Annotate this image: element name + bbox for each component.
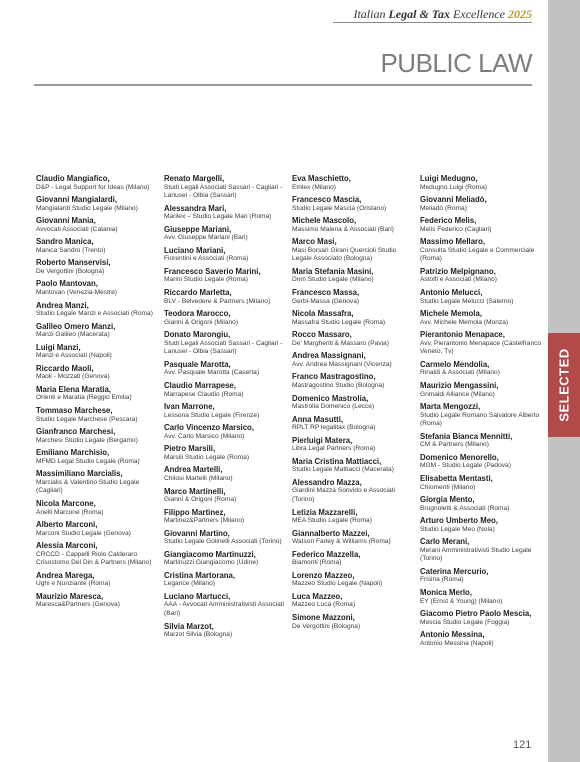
lawyer-entry xyxy=(420,537,545,564)
firm-name: Marsili Studio Legale (Roma) xyxy=(164,453,250,461)
lawyer-entry xyxy=(164,423,289,441)
lawyer-name: Giovanni Mania, xyxy=(36,216,96,226)
lawyer-entry xyxy=(420,474,545,492)
firm-name: MEA Studio Legale (Roma) xyxy=(292,517,372,525)
lawyer-entry xyxy=(420,381,545,399)
firm-name: Avv. Pierantonio Menapace (Castelfranco Veneto, Tv) xyxy=(420,339,542,356)
lawyer-name: Marco Masi, xyxy=(292,237,337,247)
firm-name: Chiomenti (Milano) xyxy=(420,483,476,491)
firm-name: MFMD Legal Studio Legale (Roma) xyxy=(36,457,140,465)
firm-name: AAA - Avvocati Amministrativisti Associati (Bari) xyxy=(164,601,285,618)
lawyer-entry xyxy=(420,237,545,264)
lawyer-name: Michele Memola, xyxy=(420,309,482,319)
lawyer-entry xyxy=(36,174,161,192)
firm-name: Studi Legali Associati Sassari - Cagliari - Lanusei - Olbia (Sassari) xyxy=(164,339,283,356)
lawyer-entry xyxy=(420,495,545,513)
firm-name: De' Margheriti & Massaro (Pavia) xyxy=(292,339,389,347)
lawyer-name: Claudio Mangiafico, xyxy=(36,174,110,183)
lawyer-name: Giorgia Mento, xyxy=(420,495,475,505)
lawyer-name: Gianfranco Marchesi, xyxy=(36,427,116,437)
lawyer-entry xyxy=(164,487,289,505)
lawyer-entry xyxy=(164,622,289,640)
lawyer-name: Rocco Massaro, xyxy=(292,330,352,340)
listing-column-2 xyxy=(164,174,289,643)
firm-name: Mangialardi Studio Legale (Milano) xyxy=(36,204,138,212)
lawyer-entry xyxy=(36,279,161,297)
firm-name: Avv. Michele Memola (Monza) xyxy=(420,318,509,326)
lawyer-entry xyxy=(292,436,417,454)
lawyer-name: Filippo Martinez, xyxy=(164,507,226,517)
lawyer-name: Federico Melis, xyxy=(420,216,477,226)
lawyer-name: Franco Mastragostino, xyxy=(292,372,376,382)
firm-name: Legance (Milano) xyxy=(164,580,215,588)
firm-name: Marcialis & Valentino Studio Legale (Cagliari) xyxy=(36,478,140,495)
firm-name: Dnm Studio Legale (Milano) xyxy=(292,276,374,284)
lawyer-entry xyxy=(36,499,161,517)
lawyer-name: Francesco Mascia, xyxy=(292,195,362,205)
title-rule xyxy=(34,84,532,86)
lawyer-entry xyxy=(420,174,545,192)
firm-name: Studio Legale Mattiacci (Macerata) xyxy=(292,466,394,474)
lawyer-entry xyxy=(36,301,161,319)
firm-name: Manzi e Associati (Napoli) xyxy=(36,352,112,360)
selected-tab xyxy=(548,333,580,437)
lawyer-entry xyxy=(292,351,417,369)
lawyer-entry xyxy=(36,469,161,496)
lawyer-name: Riccardo Marletta, xyxy=(164,288,232,298)
lawyer-entry xyxy=(164,465,289,483)
lawyer-entry xyxy=(164,267,289,285)
lawyer-entry xyxy=(164,571,289,589)
lawyer-entry xyxy=(292,592,417,610)
lawyer-entry xyxy=(420,588,545,606)
lawyer-name: Domenico Mastrolia, xyxy=(292,393,369,403)
firm-name: Studio Legale Meo (Nola) xyxy=(420,525,495,533)
lawyer-entry xyxy=(420,267,545,285)
lawyer-entry xyxy=(164,246,289,264)
lawyer-name: Galileo Omero Manzi, xyxy=(36,321,116,331)
lawyer-entry xyxy=(420,330,545,357)
lawyer-entry xyxy=(292,394,417,412)
lawyer-entry xyxy=(292,237,417,264)
firm-name: Marchesi Studio Legale (Bergamo) xyxy=(36,436,138,444)
lawyer-entry xyxy=(164,330,289,357)
firm-name: Avv. Carlo Marsico (Milano) xyxy=(164,432,245,440)
lawyer-entry xyxy=(164,309,289,327)
firm-name: Meliadò (Roma) xyxy=(420,204,467,212)
firm-name: Manica Sandro (Trento) xyxy=(36,246,106,254)
firm-name: Marconi Studio Legale (Genova) xyxy=(36,529,131,537)
lawyer-entry xyxy=(292,195,417,213)
lawyer-name: Maurizio Maresca, xyxy=(36,591,104,601)
lawyer-name: Alessandro Mazza, xyxy=(292,477,362,487)
firm-name: Studio Legale Manzi e Associati (Roma) xyxy=(36,310,153,318)
lawyer-name: Teodora Marocco, xyxy=(164,309,231,319)
header-emphasis: Legal & Tax xyxy=(388,7,451,21)
lawyer-entry xyxy=(164,225,289,243)
firm-name: MGM - Studio Legale (Padova) xyxy=(420,462,511,470)
firm-name: Marini Studio Legale (Roma) xyxy=(164,276,248,284)
lawyer-name: Giovanni Meliadò, xyxy=(420,195,487,205)
lawyer-entry xyxy=(420,360,545,378)
firm-name: Avv. Giuseppe Mariani (Bari) xyxy=(164,234,248,242)
firm-name: Mantovan (Venezia-Mestre) xyxy=(36,288,117,296)
lawyer-name: Giovanni Mangialardi, xyxy=(36,195,118,205)
header-rule xyxy=(333,22,532,23)
lawyer-name: Maria Elena Maratia, xyxy=(36,384,111,394)
firm-name: Mescia Studio Legale (Foggia) xyxy=(420,618,510,626)
lawyer-name: Domenico Menorello, xyxy=(420,452,499,462)
lawyer-entry xyxy=(36,216,161,234)
lawyer-name: Francesco Saverio Marini, xyxy=(164,266,261,276)
firm-name: Manzi Galileo (Macerata) xyxy=(36,331,110,339)
firm-name: Lessona Studio Legale (Firenze) xyxy=(164,411,260,419)
lawyer-name: Carmelo Mendolia, xyxy=(420,359,490,369)
lawyer-entry xyxy=(292,309,417,327)
lawyer-name: Francesco Massa, xyxy=(292,288,360,298)
firm-name: Avvocati Associati (Catania) xyxy=(36,225,118,233)
lawyer-entry xyxy=(292,174,417,192)
lawyer-name: Antonio Melucci, xyxy=(420,288,483,298)
firm-name: Marzot Silvia (Bologna) xyxy=(164,631,233,639)
firm-name: EY (Ernst & Young) (Milano) xyxy=(420,597,503,605)
lawyer-entry xyxy=(420,216,545,234)
lawyer-name: Pierantonio Menapace, xyxy=(420,330,505,340)
lawyer-entry xyxy=(36,406,161,424)
lawyer-name: Claudio Marrapese, xyxy=(164,381,236,391)
lawyer-entry xyxy=(420,630,545,648)
lawyer-name: Elisabetta Mentasti, xyxy=(420,474,493,483)
lawyer-entry xyxy=(292,457,417,475)
firm-name: Astolfi e Associati (Milano) xyxy=(420,276,497,284)
lawyer-name: Andrea Marega, xyxy=(36,570,95,580)
lawyer-entry xyxy=(36,343,161,361)
lawyer-name: Alessandra Mari, xyxy=(164,203,227,213)
listing-column-1 xyxy=(36,174,161,613)
lawyer-entry xyxy=(164,204,289,222)
firm-name: Maresca&Partners (Genova) xyxy=(36,601,120,609)
lawyer-name: Giacomo Pietro Paolo Mescia, xyxy=(420,609,532,619)
lawyer-name: Luigi Medugno, xyxy=(420,174,478,183)
lawyer-name: Monica Merlo, xyxy=(420,588,472,598)
firm-name: Melis Federico (Cagliari) xyxy=(420,225,492,233)
firm-name: Emlex (Milano) xyxy=(292,183,336,191)
lawyer-name: Maurizio Mengassini, xyxy=(420,381,499,391)
lawyer-name: Stefania Bianca Mennitti, xyxy=(420,431,513,441)
lawyer-name: Pietro Marsili, xyxy=(164,444,216,454)
lawyer-name: Carlo Merani, xyxy=(420,537,470,547)
firm-name: Studio Legale Marchese (Pescara) xyxy=(36,415,138,423)
lawyer-name: Roberto Manservisi, xyxy=(36,258,111,268)
listing-column-3 xyxy=(292,174,417,634)
lawyer-name: Donato Marongiu, xyxy=(164,330,231,340)
firm-name: Chilosi Martelli (Milano) xyxy=(164,474,233,482)
firm-name: Marrapese Claudio (Roma) xyxy=(164,390,244,398)
lawyer-entry xyxy=(164,508,289,526)
lawyer-entry xyxy=(420,567,545,585)
lawyer-entry xyxy=(36,571,161,589)
firm-name: Merani Amministrativisti Studio Legale (Torino) xyxy=(420,546,532,563)
lawyer-entry xyxy=(420,402,545,429)
firm-name: D&P - Legal Support for Ideas (Milano) xyxy=(36,183,150,191)
lawyer-name: Patrizio Melpignano, xyxy=(420,266,496,276)
lawyer-entry xyxy=(292,372,417,390)
lawyer-name: Federico Mazzella, xyxy=(292,549,361,559)
firm-name: Masi Borsari Girani Quercioli Studio Legale Associato (Bologna) xyxy=(292,246,397,263)
lawyer-name: Eva Maschietto, xyxy=(292,174,351,183)
firm-name: Frisina (Roma) xyxy=(420,576,464,584)
lawyer-name: Giovanni Martino, xyxy=(164,528,230,538)
selected-tab-label: SELECTED xyxy=(556,348,572,422)
firm-name: Studio Legale Romano Salvatore Alberto (Roma) xyxy=(420,411,540,428)
lawyer-name: Giannalberto Mazzei, xyxy=(292,528,370,538)
lawyer-entry xyxy=(36,448,161,466)
lawyer-entry xyxy=(36,520,161,538)
firm-name: Massafra Studio Legale (Roma) xyxy=(292,318,386,326)
lawyer-entry xyxy=(292,267,417,285)
lawyer-entry xyxy=(164,550,289,568)
listing-column-4 xyxy=(420,174,545,651)
lawyer-name: Alberto Marconi, xyxy=(36,520,98,530)
firm-name: Avv. Pasquale Marotta (Caserta) xyxy=(164,369,260,377)
lawyer-name: Michele Mascolo, xyxy=(292,216,357,226)
lawyer-name: Luca Mazzeo, xyxy=(292,591,343,601)
lawyer-name: Simone Mazzoni, xyxy=(292,613,355,623)
lawyer-entry xyxy=(164,288,289,306)
firm-name: BLV - Belvedere & Partners (Milano) xyxy=(164,297,271,305)
lawyer-name: Andrea Martelli, xyxy=(164,465,223,475)
lawyer-name: Caterina Mercurio, xyxy=(420,566,489,576)
firm-name: Fiorentini e Associati (Roma) xyxy=(164,255,249,263)
lawyer-name: Maria Stefania Masini, xyxy=(292,266,374,276)
lawyer-entry xyxy=(292,288,417,306)
firm-name: Massimo Malena & Associati (Bari) xyxy=(292,225,394,233)
lawyer-entry xyxy=(164,381,289,399)
lawyer-entry xyxy=(36,237,161,255)
firm-name: Orienti e Maratia (Reggio Emilia) xyxy=(36,394,132,402)
section-title: PUBLIC LAW xyxy=(380,48,532,78)
firm-name: Watson Farley & Williams (Roma) xyxy=(292,538,391,546)
lawyer-name: Marta Mengozzi, xyxy=(420,402,481,412)
lawyer-name: Silvia Marzot, xyxy=(164,621,214,631)
lawyer-entry xyxy=(164,592,289,619)
firm-name: De Vergottini (Bologna) xyxy=(36,267,105,275)
firm-name: Anelli Marcone (Roma) xyxy=(36,508,104,516)
lawyer-name: Nicola Massafra, xyxy=(292,309,354,319)
lawyer-entry xyxy=(420,309,545,327)
lawyer-entry xyxy=(36,385,161,403)
header-suffix: Excellence xyxy=(453,7,505,21)
lawyer-entry xyxy=(420,288,545,306)
lawyer-name: Tommaso Marchese, xyxy=(36,406,113,416)
lawyer-name: Andrea Manzi, xyxy=(36,300,89,310)
firm-name: Studio Legale Melucci (Salerno) xyxy=(420,297,514,305)
header-prefix: Italian xyxy=(353,7,386,21)
lawyer-name: Giangiacomo Martinuzzi, xyxy=(164,549,256,559)
firm-name: Martinuzzi Giangiacomo (Udine) xyxy=(164,559,259,567)
firm-name: Ughi e Nunziante (Roma) xyxy=(36,580,111,588)
lawyer-entry xyxy=(164,360,289,378)
lawyer-entry xyxy=(292,330,417,348)
lawyer-entry xyxy=(36,427,161,445)
lawyer-entry xyxy=(292,508,417,526)
firm-name: Giardini Mazza Sonvido e Associati (Torino) xyxy=(292,487,395,503)
lawyer-entry xyxy=(292,571,417,589)
lawyer-name: Giuseppe Mariani, xyxy=(164,224,232,234)
lawyer-entry xyxy=(292,415,417,433)
lawyer-entry xyxy=(164,444,289,462)
lawyer-name: Pierluigi Matera, xyxy=(292,435,353,445)
firm-name: Gianni & Origoni (Roma) xyxy=(164,496,237,503)
firm-name: Studi Legali Associati Sassari - Cagliari - Lanusei - Olbia (Sassari) xyxy=(164,183,283,200)
lawyer-name: Massimiliano Marcialis, xyxy=(36,469,123,479)
lawyer-entry xyxy=(292,216,417,234)
lawyer-entry xyxy=(164,174,289,201)
lawyer-entry xyxy=(292,550,417,568)
firm-name: CM & Partners (Milano) xyxy=(420,441,489,449)
firm-name: Avv. Andrea Massignani (Vicenza) xyxy=(292,360,392,368)
lawyer-name: Cristina Martorana, xyxy=(164,570,236,580)
firm-name: RPLT RP legalitax (Bologna) xyxy=(292,424,376,432)
firm-name: Biamonti (Roma) xyxy=(292,559,342,567)
lawyer-entry xyxy=(36,364,161,382)
firm-name: De Vergottini (Bologna) xyxy=(292,622,361,630)
lawyer-name: Maria Cristina Mattiacci, xyxy=(292,456,382,466)
firm-name: Mazzeo Studio Legale (Napoli) xyxy=(292,580,383,588)
lawyer-name: Ivan Marrone, xyxy=(164,402,215,412)
firm-name: Gianni & Origoni (Milano) xyxy=(164,318,239,326)
lawyer-name: Sandro Manica, xyxy=(36,237,94,247)
firm-name: Libra Legal Partners (Roma) xyxy=(292,445,376,453)
lawyer-entry xyxy=(420,516,545,534)
lawyer-name: Lorenzo Mazzeo, xyxy=(292,570,355,580)
lawyer-name: Antonio Messina, xyxy=(420,630,485,640)
lawyer-name: Letizia Mazzarelli, xyxy=(292,507,358,517)
lawyer-entry xyxy=(36,541,161,568)
lawyer-entry xyxy=(36,195,161,213)
firm-name: Maoli - Mozzati (Genova) xyxy=(36,373,110,381)
lawyer-name: Paolo Mantovan, xyxy=(36,279,98,289)
lawyer-entry xyxy=(420,609,545,627)
firm-name: Martinez&Partners (Milano) xyxy=(164,517,245,525)
lawyer-name: Renato Margelli, xyxy=(164,174,225,183)
firm-name: Studio Legale Golinelli Associati (Torino) xyxy=(164,538,282,546)
firm-name: Mazzeo Luca (Roma) xyxy=(292,601,356,609)
lawyer-name: Luigi Manzi, xyxy=(36,342,81,352)
lawyer-name: Pasquale Marotta, xyxy=(164,359,231,369)
firm-name: Grimaldi Alliance (Milano) xyxy=(420,390,495,398)
lawyer-entry xyxy=(292,478,417,505)
lawyer-entry xyxy=(164,529,289,547)
firm-name: Consulta Studio Legale e Commerciale (Roma) xyxy=(420,246,535,263)
firm-name: Mastragostino Studio (Bologna) xyxy=(292,381,385,389)
firm-name: Rinaldi & Associati (Milano) xyxy=(420,369,500,377)
firm-name: Mastrolia Domenico (Lecce) xyxy=(292,403,375,411)
lawyer-name: Alessia Marconi, xyxy=(36,541,98,551)
firm-name: Brugnoletti & Associati (Roma) xyxy=(420,504,510,512)
lawyer-entry xyxy=(420,432,545,450)
lawyer-name: Nicola Marcone, xyxy=(36,499,96,508)
firm-name: Antonio Messina (Napoli) xyxy=(420,639,494,647)
lawyer-entry xyxy=(420,195,545,213)
lawyer-name: Carlo Vincenzo Marsico, xyxy=(164,423,254,433)
lawyer-name: Anna Masutti, xyxy=(292,414,344,424)
lawyer-entry xyxy=(36,258,161,276)
lawyer-entry xyxy=(420,453,545,471)
firm-name: CRCCD - Cappelli Riolo Calderaro Crisostomo Del Din & Partners (Milano) xyxy=(36,550,152,567)
firm-name: Marilex – Studio Legale Mari (Roma) xyxy=(164,213,272,221)
page-number: 121 xyxy=(513,739,532,751)
lawyer-entry xyxy=(36,322,161,340)
firm-name: Gerbi-Massa (Genova) xyxy=(292,297,360,305)
lawyer-name: Riccardo Maoli, xyxy=(36,363,94,373)
lawyer-name: Arturo Umberto Meo, xyxy=(420,516,498,526)
lawyer-name: Luciano Martucci, xyxy=(164,591,231,601)
lawyer-entry xyxy=(36,592,161,610)
lawyer-name: Luciano Mariani, xyxy=(164,245,226,255)
lawyer-name: Andrea Massignani, xyxy=(292,351,366,361)
lawyer-entry xyxy=(292,613,417,631)
lawyer-name: Marco Martinelli, xyxy=(164,486,226,496)
publication-header xyxy=(353,7,532,22)
lawyer-entry xyxy=(292,529,417,547)
lawyer-name: Massimo Mellaro, xyxy=(420,237,485,247)
header-year: 2025 xyxy=(508,7,532,21)
lawyer-entry xyxy=(164,402,289,420)
firm-name: Studio Legale Mascia (Oristano) xyxy=(292,204,387,212)
firm-name: Medugno Luigi (Roma) xyxy=(420,183,488,191)
lawyer-name: Emiliano Marchisio, xyxy=(36,448,110,458)
